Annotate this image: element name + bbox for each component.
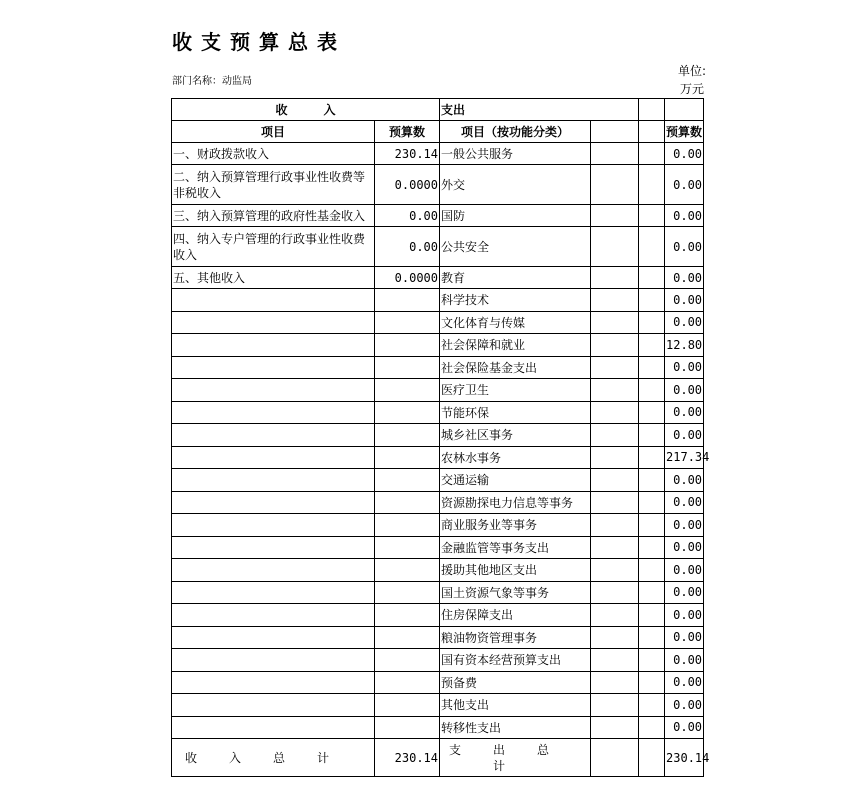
income-value-cell: 0.00 — [375, 227, 440, 267]
expense-item-cell: 商业服务业等事务 — [440, 514, 591, 537]
expense-item-cell: 金融监管等事务支出 — [440, 536, 591, 559]
expense-item-cell: 国土资源气象等事务 — [440, 581, 591, 604]
expense-item-cell: 科学技术 — [440, 289, 591, 312]
expense-item-cell: 转移性支出 — [440, 716, 591, 739]
expense-item-cell: 交通运输 — [440, 469, 591, 492]
blank-cell — [639, 649, 665, 672]
expense-value-cell: 0.00 — [665, 401, 704, 424]
blank-cell — [591, 649, 639, 672]
expense-total-value: 230.14 — [665, 739, 704, 777]
table-row — [172, 671, 704, 694]
income-value-cell — [375, 716, 440, 739]
expense-value-cell: 0.00 — [665, 581, 704, 604]
expense-budget-header: 预算数 — [665, 121, 704, 143]
expense-item-cell: 其他支出 — [440, 694, 591, 717]
blank-cell — [591, 469, 639, 492]
blank-cell — [639, 99, 665, 121]
blank-cell — [639, 581, 665, 604]
income-value-cell — [375, 581, 440, 604]
expense-value-cell: 0.00 — [665, 311, 704, 334]
income-item-cell: 三、纳入预算管理的政府性基金收入 — [172, 205, 375, 227]
table-row — [172, 424, 704, 447]
table-row — [172, 205, 704, 227]
income-item-cell — [172, 289, 375, 312]
blank-cell — [591, 379, 639, 402]
table-row — [172, 626, 704, 649]
expense-value-cell: 0.00 — [665, 289, 704, 312]
expense-item-cell: 预备费 — [440, 671, 591, 694]
blank-cell — [591, 356, 639, 379]
expense-item-cell: 社会保险基金支出 — [440, 356, 591, 379]
blank-cell — [665, 99, 704, 121]
expense-value-cell: 0.00 — [665, 604, 704, 627]
blank-cell — [639, 694, 665, 717]
income-value-cell — [375, 379, 440, 402]
blank-cell — [639, 289, 665, 312]
income-value-cell — [375, 311, 440, 334]
table-row — [172, 446, 704, 469]
expense-value-cell: 0.00 — [665, 205, 704, 227]
income-value-cell: 230.14 — [375, 143, 440, 165]
blank-cell — [591, 739, 639, 777]
table-row — [172, 356, 704, 379]
blank-cell — [591, 205, 639, 227]
table-row — [172, 491, 704, 514]
blank-cell — [591, 491, 639, 514]
table-row — [172, 536, 704, 559]
expense-item-cell: 教育 — [440, 267, 591, 289]
income-item-cell — [172, 694, 375, 717]
blank-cell — [639, 205, 665, 227]
blank-cell — [639, 559, 665, 582]
blank-cell — [639, 227, 665, 267]
income-value-cell — [375, 356, 440, 379]
income-total-label: 收入总计 — [172, 739, 375, 777]
blank-cell — [591, 227, 639, 267]
expense-value-cell: 0.00 — [665, 626, 704, 649]
blank-cell — [639, 121, 665, 143]
income-value-cell — [375, 424, 440, 447]
budget-summary-table — [171, 98, 710, 777]
income-item-cell — [172, 559, 375, 582]
blank-cell — [639, 536, 665, 559]
table-row — [172, 143, 704, 165]
blank-cell — [591, 694, 639, 717]
income-value-cell — [375, 334, 440, 357]
table-row — [172, 334, 704, 357]
table-row — [172, 581, 704, 604]
blank-cell — [591, 626, 639, 649]
blank-cell — [591, 121, 639, 143]
blank-cell — [639, 469, 665, 492]
blank-cell — [591, 424, 639, 447]
income-item-cell — [172, 424, 375, 447]
expense-value-cell: 0.00 — [665, 469, 704, 492]
blank-cell — [591, 514, 639, 537]
income-header: 收 入 — [172, 99, 440, 121]
income-item-cell — [172, 469, 375, 492]
income-value-cell — [375, 649, 440, 672]
income-item-cell: 五、其他收入 — [172, 267, 375, 289]
blank-cell — [639, 671, 665, 694]
expense-header: 支出 — [440, 99, 639, 121]
income-value-cell — [375, 626, 440, 649]
blank-cell — [591, 143, 639, 165]
table-row — [172, 604, 704, 627]
income-budget-header: 预算数 — [375, 121, 440, 143]
expense-value-cell: 0.00 — [665, 227, 704, 267]
blank-cell — [639, 739, 665, 777]
expense-value-cell: 0.00 — [665, 559, 704, 582]
income-value-cell — [375, 671, 440, 694]
table-row — [172, 694, 704, 717]
blank-cell — [639, 604, 665, 627]
expense-item-cell: 文化体育与传媒 — [440, 311, 591, 334]
expense-value-cell: 0.00 — [665, 491, 704, 514]
income-value-cell — [375, 401, 440, 424]
income-value-cell — [375, 491, 440, 514]
page-title: 收支预算总表 — [172, 30, 346, 54]
expense-item-cell: 住房保障支出 — [440, 604, 591, 627]
expense-item-header: 项目（按功能分类） — [440, 121, 591, 143]
income-item-cell: 一、财政拨款收入 — [172, 143, 375, 165]
income-value-cell — [375, 694, 440, 717]
income-value-cell: 0.0000 — [375, 165, 440, 205]
unit-label: 单位:万元 — [677, 64, 707, 96]
blank-cell — [591, 536, 639, 559]
expense-value-cell: 0.00 — [665, 671, 704, 694]
blank-cell — [639, 356, 665, 379]
income-item-cell — [172, 401, 375, 424]
income-item-cell — [172, 581, 375, 604]
expense-item-cell: 粮油物资管理事务 — [440, 626, 591, 649]
blank-cell — [591, 311, 639, 334]
expense-value-cell: 12.80 — [665, 334, 704, 357]
income-item-cell — [172, 356, 375, 379]
table-row — [172, 401, 704, 424]
blank-cell — [639, 165, 665, 205]
table-row — [172, 289, 704, 312]
expense-item-cell: 公共安全 — [440, 227, 591, 267]
expense-value-cell: 0.00 — [665, 267, 704, 289]
blank-cell — [639, 626, 665, 649]
blank-cell — [591, 559, 639, 582]
income-item-cell — [172, 514, 375, 537]
expense-value-cell: 0.00 — [665, 514, 704, 537]
blank-cell — [639, 491, 665, 514]
blank-cell — [639, 311, 665, 334]
table-row — [172, 559, 704, 582]
blank-cell — [639, 143, 665, 165]
table-row — [172, 469, 704, 492]
blank-cell — [591, 165, 639, 205]
table-row — [172, 311, 704, 334]
table-row — [172, 379, 704, 402]
income-value-cell — [375, 469, 440, 492]
income-item-cell: 二、纳入预算管理行政事业性收费等非税收入 — [172, 165, 375, 205]
income-item-cell — [172, 491, 375, 514]
income-value-cell: 0.00 — [375, 205, 440, 227]
expense-item-cell: 社会保障和就业 — [440, 334, 591, 357]
blank-cell — [591, 716, 639, 739]
expense-value-cell: 0.00 — [665, 536, 704, 559]
income-item-header: 项目 — [172, 121, 375, 143]
income-value-cell — [375, 514, 440, 537]
blank-cell — [639, 424, 665, 447]
blank-cell — [639, 267, 665, 289]
income-item-cell — [172, 446, 375, 469]
expense-item-cell: 国有资本经营预算支出 — [440, 649, 591, 672]
expense-item-cell: 外交 — [440, 165, 591, 205]
table-row — [172, 267, 704, 289]
income-value-cell — [375, 604, 440, 627]
expense-item-cell: 一般公共服务 — [440, 143, 591, 165]
expense-value-cell: 217.34 — [665, 446, 704, 469]
table-row — [172, 649, 704, 672]
income-value-cell: 0.0000 — [375, 267, 440, 289]
blank-cell — [639, 716, 665, 739]
income-item-cell — [172, 311, 375, 334]
blank-cell — [639, 446, 665, 469]
expense-value-cell: 0.00 — [665, 649, 704, 672]
blank-cell — [591, 267, 639, 289]
income-item-cell — [172, 334, 375, 357]
income-value-cell — [375, 536, 440, 559]
table-header-row-1 — [172, 99, 704, 121]
income-value-cell — [375, 559, 440, 582]
blank-cell — [591, 446, 639, 469]
blank-cell — [639, 514, 665, 537]
expense-value-cell: 0.00 — [665, 143, 704, 165]
expense-value-cell: 0.00 — [665, 694, 704, 717]
income-item-cell: 四、纳入专户管理的行政事业性收费收入 — [172, 227, 375, 267]
expense-value-cell: 0.00 — [665, 716, 704, 739]
income-value-cell — [375, 289, 440, 312]
blank-cell — [639, 379, 665, 402]
blank-cell — [591, 289, 639, 312]
income-item-cell — [172, 626, 375, 649]
table-row — [172, 165, 704, 205]
income-item-cell — [172, 671, 375, 694]
expense-item-cell: 节能环保 — [440, 401, 591, 424]
blank-cell — [591, 581, 639, 604]
blank-cell — [591, 671, 639, 694]
blank-cell — [591, 401, 639, 424]
income-item-cell — [172, 649, 375, 672]
expense-item-cell: 援助其他地区支出 — [440, 559, 591, 582]
table-row — [172, 514, 704, 537]
income-total-value: 230.14 — [375, 739, 440, 777]
expense-item-cell: 医疗卫生 — [440, 379, 591, 402]
income-item-cell — [172, 716, 375, 739]
expense-value-cell: 0.00 — [665, 379, 704, 402]
income-item-cell — [172, 536, 375, 559]
expense-total-label: 支出总计 — [440, 739, 591, 777]
department-label: 部门名称：动监局 — [172, 76, 252, 87]
income-item-cell — [172, 379, 375, 402]
expense-value-cell: 0.00 — [665, 165, 704, 205]
expense-item-cell: 资源勘探电力信息等事务 — [440, 491, 591, 514]
totals-row — [172, 739, 704, 777]
table-row — [172, 227, 704, 267]
blank-cell — [639, 334, 665, 357]
expense-value-cell: 0.00 — [665, 356, 704, 379]
blank-cell — [591, 604, 639, 627]
blank-cell — [591, 334, 639, 357]
expense-value-cell: 0.00 — [665, 424, 704, 447]
blank-cell — [639, 401, 665, 424]
income-item-cell — [172, 604, 375, 627]
income-value-cell — [375, 446, 440, 469]
expense-item-cell: 农林水事务 — [440, 446, 591, 469]
expense-item-cell: 城乡社区事务 — [440, 424, 591, 447]
expense-item-cell: 国防 — [440, 205, 591, 227]
table-row — [172, 716, 704, 739]
table-header-row-2 — [172, 121, 704, 143]
